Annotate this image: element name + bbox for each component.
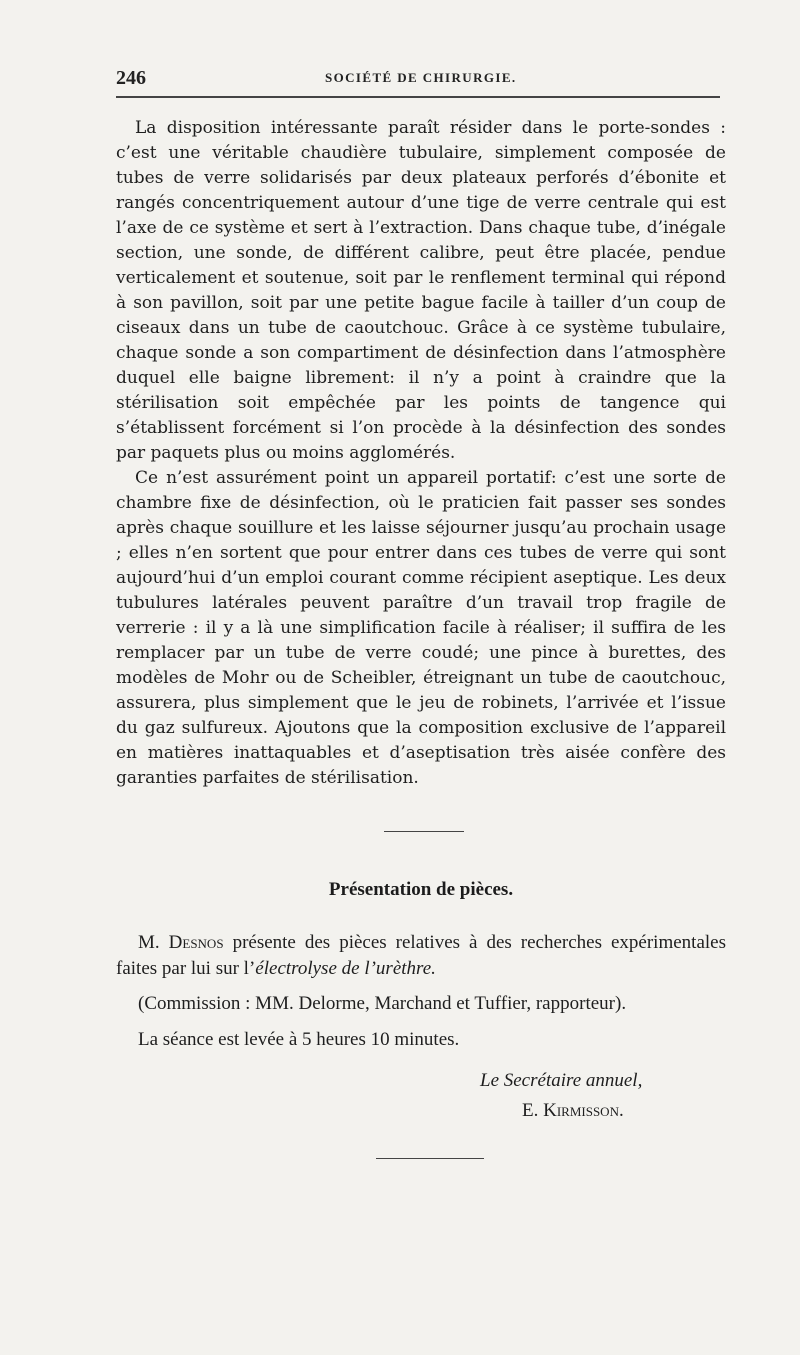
signature-block [480, 1066, 720, 1126]
section-title: Présentation de pièces. [328, 879, 514, 900]
paragraph-commission: (Commission : MM. Delorme, Marchand et Tuffier, rapporteur). [138, 993, 627, 1014]
desnos-name: Desnos [168, 932, 224, 953]
paragraph-appareil: Ce n’est assurément point un appareil portatif: c’est une sorte de chambre fixe de désinfection, où le praticien fait passer ses sondes après chaque souillure et les laisse séjourner jusqu’au prochain usage ; elles n’en sortent que pour entrer dans ces tubes de verre qui sont aujourd’hui d’un emploi courant comme récipient aseptique. Les deux tubulures latérales peuvent paraître d’un travail trop fragile de verrerie : il y a là une simplification facile à réaliser; il suffira de les remplacer par un tube de verre coudé; une pince à burettes, des modèles de Mohr ou de Scheibler, étreignant un tube de caoutchouc, assurera, plus simplement que le jeu de robinets, l’arrivée et l’issue du gaz sulfureux. Ajoutons que la composition exclusive de l’appareil en matières inattaquables et d’aseptisation très aisée confère des garanties parfaites de stérilisation. [116, 468, 726, 788]
page-header [116, 66, 720, 94]
desnos-text: présente des pièces relatives à des recherches expérimentales faites par lui sur l’ [116, 932, 726, 979]
header-rule [116, 96, 720, 98]
presentation-text [116, 930, 726, 1053]
paragraph-seance: La séance est levée à 5 heures 10 minutes. [138, 1029, 460, 1050]
desnos-prefix: M. [138, 932, 169, 953]
body-text [116, 116, 726, 791]
section-divider [384, 831, 464, 832]
signature-title: Le Secrétaire annuel, [480, 1070, 643, 1091]
signature-name-suffix: . [618, 1100, 624, 1121]
page-number: 246 [116, 67, 146, 89]
signature-name-prefix: E. [522, 1100, 544, 1121]
end-divider [376, 1158, 484, 1159]
paragraph-desnos [116, 930, 726, 982]
running-head: SOCIÉTÉ DE CHIRURGIE. [325, 70, 517, 85]
desnos-subject: électrolyse de l’urèthre. [255, 958, 436, 979]
signature-name-line [480, 1096, 720, 1126]
signature-name: Kirmisson [543, 1100, 619, 1121]
paragraph-porte-sondes: La disposition intéressante paraît résider dans le porte-sondes : c’est une véritable chaudière tubulaire, simplement composée de tubes de verre solidarisés par deux plateaux perforés d’ébonite et rangés concentriquement autour d’une tige de verre centrale qui est l’axe de ce système et sert à l’extraction. Dans chaque tube, d’inégale section, une sonde, de différent calibre, peut être placée, pendue verticalement et soutenue, soit par le renflement terminal qui répond à son pavillon, soit par une petite bague facile à tailler d’un coup de ciseaux dans un tube de caoutchouc. Grâce à ce système tubulaire, chaque sonde a son compartiment de désinfection dans l’atmosphère duquel elle baigne librement: il n’y a point à craindre que la stérilisation soit empêchée par les points de tangence qui s’établissent forcément si l’on procède à la désinfection des sondes par paquets plus ou moins agglomérés. [116, 118, 726, 463]
